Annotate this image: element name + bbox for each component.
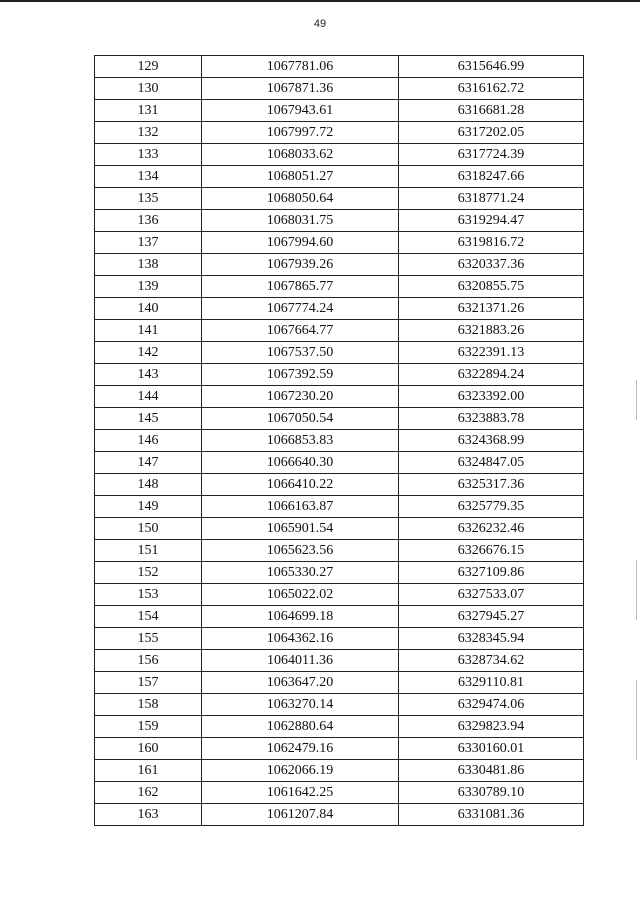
table-row xyxy=(95,386,584,408)
point-number-cell: 158 xyxy=(95,694,202,716)
x-coordinate-cell: 1063270.14 xyxy=(202,694,399,716)
x-coordinate-cell: 1062479.16 xyxy=(202,738,399,760)
point-number-cell: 161 xyxy=(95,760,202,782)
table-row xyxy=(95,78,584,100)
point-number-cell: 130 xyxy=(95,78,202,100)
table-row xyxy=(95,408,584,430)
point-number-cell: 160 xyxy=(95,738,202,760)
x-coordinate-cell: 1068050.64 xyxy=(202,188,399,210)
table-row xyxy=(95,782,584,804)
y-coordinate-cell: 6318771.24 xyxy=(399,188,584,210)
point-number-cell: 146 xyxy=(95,430,202,452)
y-coordinate-cell: 6330789.10 xyxy=(399,782,584,804)
y-coordinate-cell: 6315646.99 xyxy=(399,56,584,78)
table-row xyxy=(95,276,584,298)
point-number-cell: 142 xyxy=(95,342,202,364)
point-number-cell: 145 xyxy=(95,408,202,430)
table-row xyxy=(95,518,584,540)
table-row xyxy=(95,364,584,386)
point-number-cell: 143 xyxy=(95,364,202,386)
point-number-cell: 129 xyxy=(95,56,202,78)
x-coordinate-cell: 1065330.27 xyxy=(202,562,399,584)
y-coordinate-cell: 6317202.05 xyxy=(399,122,584,144)
point-number-cell: 151 xyxy=(95,540,202,562)
x-coordinate-cell: 1067050.54 xyxy=(202,408,399,430)
x-coordinate-cell: 1068051.27 xyxy=(202,166,399,188)
y-coordinate-cell: 6324368.99 xyxy=(399,430,584,452)
point-number-cell: 152 xyxy=(95,562,202,584)
x-coordinate-cell: 1067664.77 xyxy=(202,320,399,342)
table-row xyxy=(95,628,584,650)
y-coordinate-cell: 6330160.01 xyxy=(399,738,584,760)
point-number-cell: 163 xyxy=(95,804,202,826)
x-coordinate-cell: 1064699.18 xyxy=(202,606,399,628)
table-row xyxy=(95,430,584,452)
table-row xyxy=(95,254,584,276)
x-coordinate-cell: 1065623.56 xyxy=(202,540,399,562)
point-number-cell: 144 xyxy=(95,386,202,408)
table-row xyxy=(95,166,584,188)
point-number-cell: 132 xyxy=(95,122,202,144)
table-row xyxy=(95,144,584,166)
y-coordinate-cell: 6325779.35 xyxy=(399,496,584,518)
table-row xyxy=(95,496,584,518)
y-coordinate-cell: 6321883.26 xyxy=(399,320,584,342)
table-row xyxy=(95,804,584,826)
y-coordinate-cell: 6326232.46 xyxy=(399,518,584,540)
x-coordinate-cell: 1066163.87 xyxy=(202,496,399,518)
y-coordinate-cell: 6322391.13 xyxy=(399,342,584,364)
point-number-cell: 156 xyxy=(95,650,202,672)
point-number-cell: 155 xyxy=(95,628,202,650)
page-number: 49 xyxy=(313,18,327,30)
y-coordinate-cell: 6322894.24 xyxy=(399,364,584,386)
point-number-cell: 139 xyxy=(95,276,202,298)
y-coordinate-cell: 6330481.86 xyxy=(399,760,584,782)
y-coordinate-cell: 6328345.94 xyxy=(399,628,584,650)
point-number-cell: 133 xyxy=(95,144,202,166)
point-number-cell: 162 xyxy=(95,782,202,804)
y-coordinate-cell: 6329110.81 xyxy=(399,672,584,694)
table-row xyxy=(95,320,584,342)
y-coordinate-cell: 6323883.78 xyxy=(399,408,584,430)
point-number-cell: 159 xyxy=(95,716,202,738)
x-coordinate-cell: 1067774.24 xyxy=(202,298,399,320)
table-row xyxy=(95,100,584,122)
y-coordinate-cell: 6325317.36 xyxy=(399,474,584,496)
table-row xyxy=(95,606,584,628)
table-row xyxy=(95,210,584,232)
point-number-cell: 157 xyxy=(95,672,202,694)
point-number-cell: 141 xyxy=(95,320,202,342)
coordinates-table-body xyxy=(95,56,584,826)
table-row xyxy=(95,738,584,760)
point-number-cell: 147 xyxy=(95,452,202,474)
coordinates-table xyxy=(94,55,584,826)
y-coordinate-cell: 6316162.72 xyxy=(399,78,584,100)
y-coordinate-cell: 6319816.72 xyxy=(399,232,584,254)
x-coordinate-cell: 1062066.19 xyxy=(202,760,399,782)
x-coordinate-cell: 1065901.54 xyxy=(202,518,399,540)
x-coordinate-cell: 1068033.62 xyxy=(202,144,399,166)
table-row xyxy=(95,694,584,716)
x-coordinate-cell: 1067537.50 xyxy=(202,342,399,364)
x-coordinate-cell: 1061207.84 xyxy=(202,804,399,826)
y-coordinate-cell: 6327109.86 xyxy=(399,562,584,584)
y-coordinate-cell: 6327945.27 xyxy=(399,606,584,628)
x-coordinate-cell: 1067781.06 xyxy=(202,56,399,78)
x-coordinate-cell: 1067871.36 xyxy=(202,78,399,100)
point-number-cell: 140 xyxy=(95,298,202,320)
x-coordinate-cell: 1063647.20 xyxy=(202,672,399,694)
table-row xyxy=(95,298,584,320)
point-number-cell: 150 xyxy=(95,518,202,540)
y-coordinate-cell: 6329823.94 xyxy=(399,716,584,738)
x-coordinate-cell: 1067997.72 xyxy=(202,122,399,144)
y-coordinate-cell: 6324847.05 xyxy=(399,452,584,474)
y-coordinate-cell: 6321371.26 xyxy=(399,298,584,320)
y-coordinate-cell: 6328734.62 xyxy=(399,650,584,672)
point-number-cell: 137 xyxy=(95,232,202,254)
point-number-cell: 131 xyxy=(95,100,202,122)
page-top-edge xyxy=(0,0,640,2)
table-row xyxy=(95,56,584,78)
table-row xyxy=(95,452,584,474)
y-coordinate-cell: 6317724.39 xyxy=(399,144,584,166)
y-coordinate-cell: 6327533.07 xyxy=(399,584,584,606)
scan-edge-mark xyxy=(636,380,637,420)
point-number-cell: 134 xyxy=(95,166,202,188)
y-coordinate-cell: 6318247.66 xyxy=(399,166,584,188)
point-number-cell: 138 xyxy=(95,254,202,276)
x-coordinate-cell: 1067939.26 xyxy=(202,254,399,276)
x-coordinate-cell: 1067943.61 xyxy=(202,100,399,122)
point-number-cell: 154 xyxy=(95,606,202,628)
y-coordinate-cell: 6329474.06 xyxy=(399,694,584,716)
x-coordinate-cell: 1068031.75 xyxy=(202,210,399,232)
y-coordinate-cell: 6319294.47 xyxy=(399,210,584,232)
x-coordinate-cell: 1067865.77 xyxy=(202,276,399,298)
point-number-cell: 153 xyxy=(95,584,202,606)
table-row xyxy=(95,716,584,738)
x-coordinate-cell: 1067392.59 xyxy=(202,364,399,386)
table-row xyxy=(95,562,584,584)
table-row xyxy=(95,342,584,364)
x-coordinate-cell: 1064011.36 xyxy=(202,650,399,672)
x-coordinate-cell: 1064362.16 xyxy=(202,628,399,650)
point-number-cell: 136 xyxy=(95,210,202,232)
table-row xyxy=(95,474,584,496)
x-coordinate-cell: 1065022.02 xyxy=(202,584,399,606)
y-coordinate-cell: 6323392.00 xyxy=(399,386,584,408)
x-coordinate-cell: 1066410.22 xyxy=(202,474,399,496)
point-number-cell: 148 xyxy=(95,474,202,496)
table-row xyxy=(95,650,584,672)
table-row xyxy=(95,672,584,694)
y-coordinate-cell: 6320337.36 xyxy=(399,254,584,276)
y-coordinate-cell: 6331081.36 xyxy=(399,804,584,826)
x-coordinate-cell: 1066853.83 xyxy=(202,430,399,452)
table-row xyxy=(95,188,584,210)
x-coordinate-cell: 1061642.25 xyxy=(202,782,399,804)
table-row xyxy=(95,122,584,144)
y-coordinate-cell: 6320855.75 xyxy=(399,276,584,298)
x-coordinate-cell: 1066640.30 xyxy=(202,452,399,474)
table-row xyxy=(95,584,584,606)
x-coordinate-cell: 1062880.64 xyxy=(202,716,399,738)
point-number-cell: 135 xyxy=(95,188,202,210)
y-coordinate-cell: 6316681.28 xyxy=(399,100,584,122)
scan-edge-mark xyxy=(636,680,637,760)
table-row xyxy=(95,760,584,782)
scan-edge-mark xyxy=(636,560,637,620)
point-number-cell: 149 xyxy=(95,496,202,518)
table-row xyxy=(95,232,584,254)
table-row xyxy=(95,540,584,562)
x-coordinate-cell: 1067230.20 xyxy=(202,386,399,408)
y-coordinate-cell: 6326676.15 xyxy=(399,540,584,562)
x-coordinate-cell: 1067994.60 xyxy=(202,232,399,254)
